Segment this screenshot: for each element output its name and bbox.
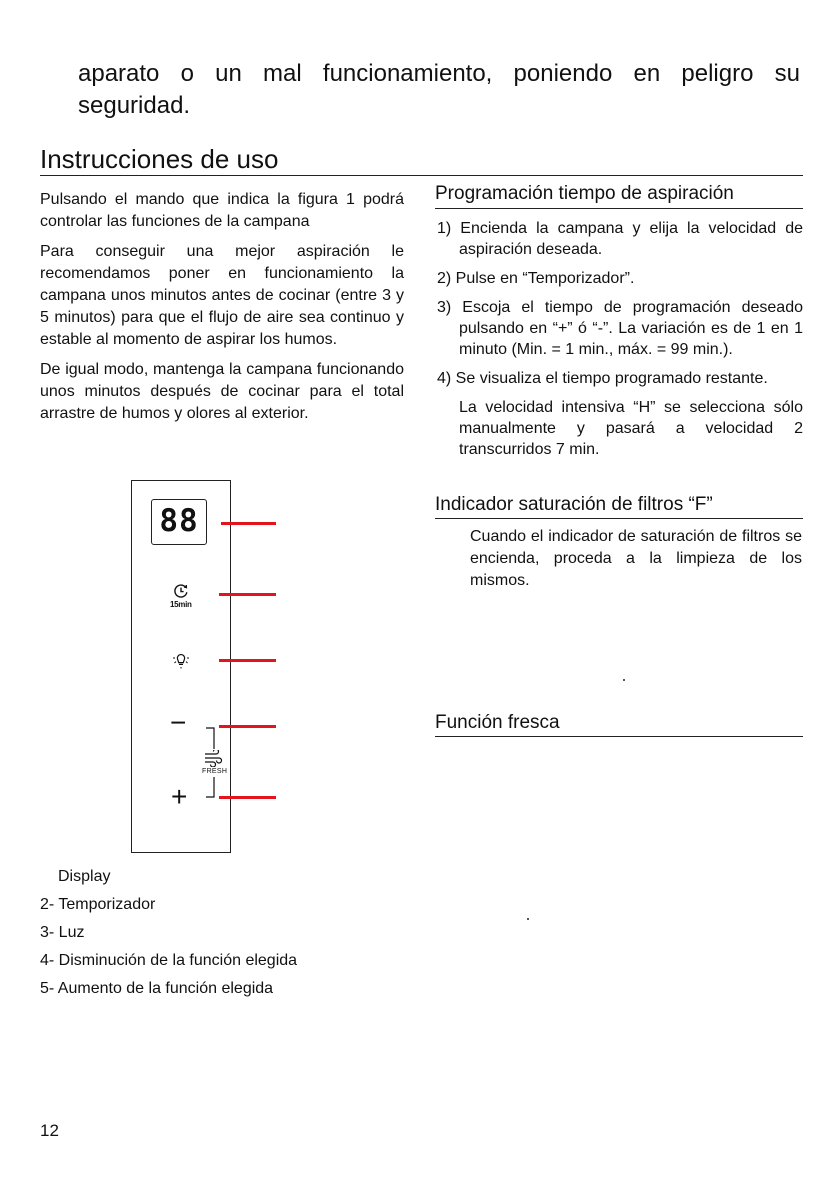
legend-item-2: 2- Temporizador (40, 896, 156, 913)
step-3: 3) Escoja el tiempo de programación deseado pulsando en “+” ó “-”. La variación es de 1 en 1 minuto (Min. = 1 min., máx. = 99 min.). (437, 299, 803, 358)
callout-line-minus (219, 725, 276, 728)
callout-line-display (221, 522, 276, 525)
intro-line-2: seguridad. (78, 92, 191, 119)
step-1: 1) Encienda la campana y elija la velocidad de aspiración deseada. (437, 220, 803, 258)
callout-line-timer (219, 593, 276, 596)
section-title: Instrucciones de uso (40, 144, 279, 174)
fresh-label: FRESH (202, 768, 228, 775)
programacion-steps (437, 218, 803, 468)
stray-dot (623, 679, 625, 681)
legend-item-4: 4- Disminución de la función elegida (40, 952, 298, 969)
heading-saturacion: Indicador saturación de filtros “F” (435, 494, 713, 515)
page-number: 12 (40, 1121, 59, 1140)
clock-icon (172, 583, 190, 599)
callout-line-plus (219, 796, 276, 799)
left-paragraph-2: Para conseguir una mejor aspiración le recomendamos poner en funcionamiento la campana unos minutos antes de cocinar (entre 3 y 5 minutos) para que el flujo de aire sea continuo y estable al momento de aspirar los humos. (40, 243, 404, 348)
legend-item-1: Display (58, 868, 111, 885)
divider-fresca (435, 736, 803, 737)
left-paragraph-1: Pulsando el mando que indica la figura 1 podrá controlar las funciones de la campana (40, 191, 404, 230)
heading-fresca: Función fresca (435, 712, 560, 733)
legend-item-3: 3- Luz (40, 924, 85, 941)
saturacion-text: Cuando el indicador de saturación de filtros se encienda, proceda a la limpieza de los mismos. (470, 528, 802, 589)
light-bulb-icon (170, 649, 192, 671)
figure-legend (40, 863, 297, 1003)
step-4: 4) Se visualiza el tiempo programado restante. (437, 370, 768, 387)
plus-icon: + (171, 781, 188, 812)
heading-programacion: Programación tiempo de aspiración (435, 183, 734, 204)
step-2: 2) Pulse en “Temporizador”. (437, 270, 635, 287)
intro-paragraph (78, 58, 800, 122)
fresh-icon (203, 750, 223, 767)
divider-saturacion (435, 518, 803, 519)
section-divider (40, 175, 803, 176)
minus-icon: − (170, 707, 187, 738)
display-icon: 88 (151, 499, 207, 545)
timer-label: 15min (170, 600, 192, 609)
divider-programacion (435, 208, 803, 209)
stray-dot-2 (527, 918, 529, 920)
speed-note: La velocidad intensiva “H” se selecciona sólo manualmente y pasará a velocidad 2 transcurridos 7 min. (459, 399, 803, 458)
left-column (40, 189, 404, 433)
left-paragraph-3: De igual modo, mantenga la campana funcionando unos minutos después de cocinar para el total arrastre de humos y olores al exterior. (40, 361, 404, 422)
legend-item-5: 5- Aumento de la función elegida (40, 980, 274, 997)
intro-line-1: aparato o un mal funcionamiento, poniendo en peligro su (78, 60, 800, 87)
callout-line-light (219, 659, 276, 662)
